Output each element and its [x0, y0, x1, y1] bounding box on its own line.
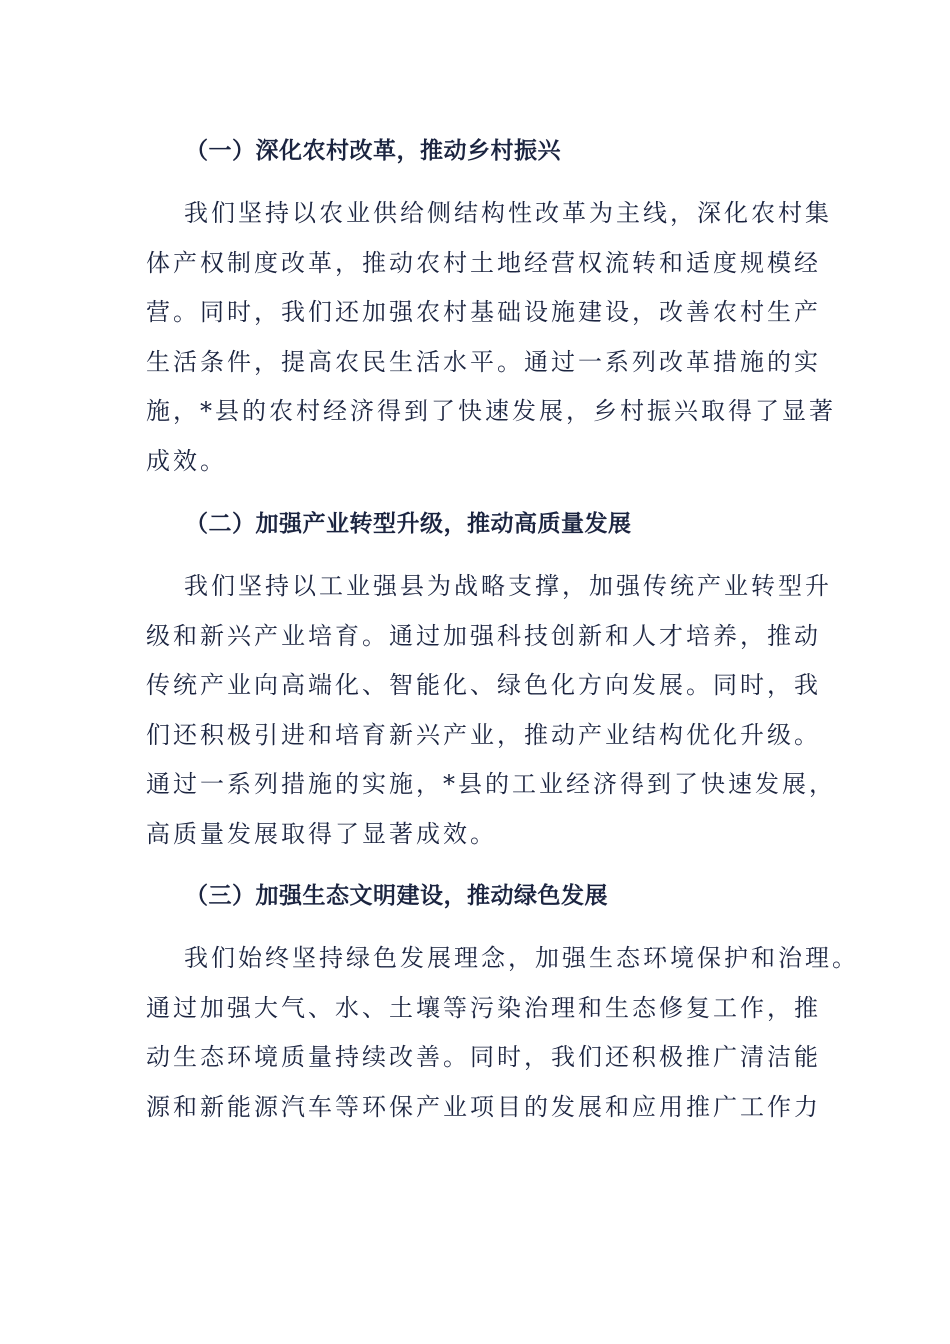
section-heading: （二）加强产业转型升级，推动高质量发展: [185, 511, 632, 537]
paragraph-line: 施，*县的农村经济得到了快速发展，乡村振兴取得了显著: [146, 397, 836, 426]
paragraph-line: 我们坚持以工业强县为战略支撑，加强传统产业转型升: [184, 572, 832, 600]
paragraph-line: 传统产业向高端化、智能化、绿色化方向发展。同时，我: [146, 671, 821, 700]
paragraph-line: 我们始终坚持绿色发展理念，加强生态环境保护和治理。: [184, 944, 859, 972]
paragraph-line: 我们坚持以农业供给侧结构性改革为主线，深化农村集: [184, 199, 832, 227]
paragraph-line: 营。同时，我们还加强农村基础设施建设，改善农村生产: [146, 298, 821, 327]
paragraph-line: 高质量发展取得了显著成效。: [146, 819, 497, 848]
section-heading: （三）加强生态文明建设，推动绿色发展: [185, 883, 608, 909]
paragraph-line: 成效。: [146, 446, 227, 475]
paragraph-line: 体产权制度改革，推动农村土地经营权流转和适度规模经: [146, 248, 821, 277]
section-paragraph: [146, 189, 846, 487]
paragraph-line: 生活条件，提高农民生活水平。通过一系列改革措施的实: [146, 347, 821, 376]
paragraph-line: 动生态环境质量持续改善。同时，我们还积极推广清洁能: [146, 1043, 821, 1072]
section-paragraph: [146, 934, 859, 1132]
section-paragraph: [146, 562, 846, 860]
paragraph-line: 通过一系列措施的实施，*县的工业经济得到了快速发展，: [146, 770, 836, 799]
section-heading: （一）深化农村改革，推动乡村振兴: [185, 138, 561, 164]
paragraph-line: 通过加强大气、水、土壤等污染治理和生态修复工作，推: [146, 993, 821, 1022]
paragraph-line: 级和新兴产业培育。通过加强科技创新和人才培养，推动: [146, 621, 821, 650]
paragraph-line: 们还积极引进和培育新兴产业，推动产业结构优化升级。: [146, 720, 821, 749]
paragraph-line: 源和新能源汽车等环保产业项目的发展和应用推广工作力: [146, 1092, 821, 1121]
